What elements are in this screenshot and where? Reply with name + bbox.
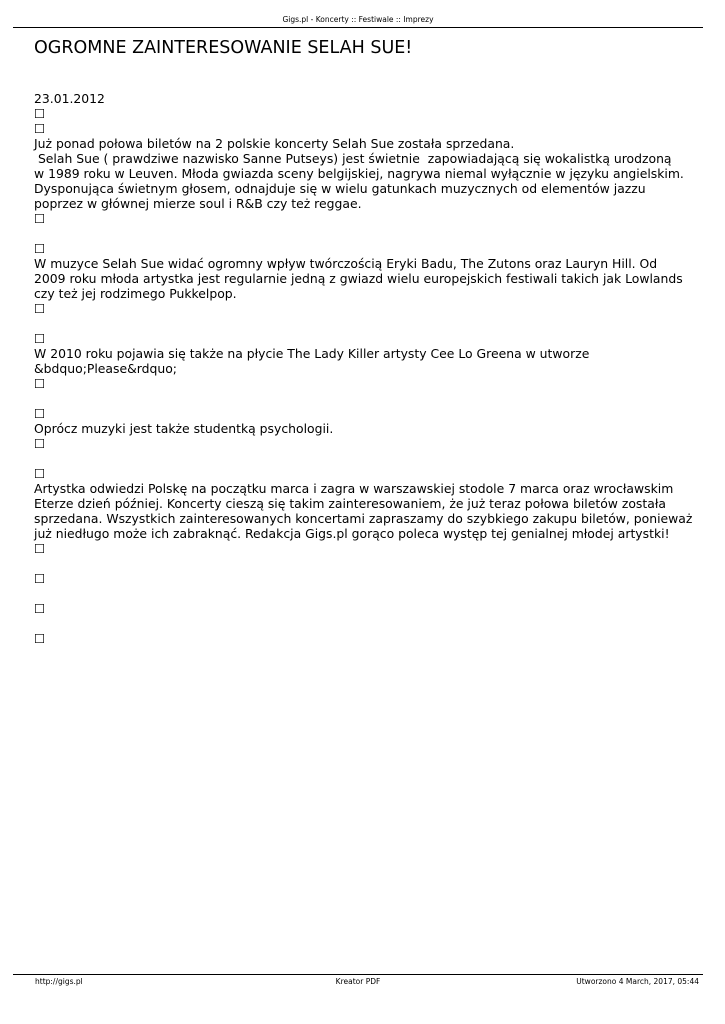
paragraph-influences xyxy=(34,256,694,301)
checkbox-icon: ☐ xyxy=(34,331,46,346)
text-line: w 1989 roku w Leuven. Młoda gwiazda sceny belgijskiej, nagrywa niemal wyłącznie w języku angielskim. xyxy=(34,166,684,181)
text-line: już niedługo może ich zabraknąć. Redakcja Gigs.pl gorąco poleca występ tej genialnej młodej artystki! xyxy=(34,526,670,541)
text-line: czy też jej rodzimego Pukkelpop. xyxy=(34,286,237,301)
text-line: Eterze dzień później. Koncerty cieszą się takim zainteresowaniem, że już teraz połowa biletów została xyxy=(34,496,666,511)
paragraph-lady-killer xyxy=(34,346,694,376)
paragraph-intro xyxy=(34,136,694,211)
article-body xyxy=(34,91,694,646)
checkbox-icon: ☐ xyxy=(34,631,46,646)
spacer xyxy=(34,451,694,466)
text-line: Selah Sue ( prawdziwe nazwisko Sanne Putseys) jest świetnie zapowiadającą się wokalistką urodzoną xyxy=(34,151,672,166)
spacer xyxy=(34,616,694,631)
checkbox-icon: ☐ xyxy=(34,406,46,421)
spacer xyxy=(34,391,694,406)
checkbox-icon: ☐ xyxy=(34,211,46,226)
paragraph-psychology xyxy=(34,421,694,436)
page-header xyxy=(13,15,703,28)
checkbox-icon: ☐ xyxy=(34,106,46,121)
text-line: sprzedana. Wszystkich zainteresowanych koncertami zapraszamy do szybkiego zakupu biletów, ponieważ xyxy=(34,511,693,526)
spacer xyxy=(34,226,694,241)
article-date: 23.01.2012 xyxy=(34,91,105,106)
text-line: Dysponująca świetnym głosem, odnajduje się w wielu gatunkach muzycznych od elementów jazzu xyxy=(34,181,646,196)
footer-generator: Kreator PDF xyxy=(335,977,381,986)
spacer xyxy=(34,316,694,331)
footer-url-link[interactable]: http://gigs.pl xyxy=(35,977,83,986)
checkbox-icon: ☐ xyxy=(34,121,46,136)
checkbox-icon: ☐ xyxy=(34,376,46,391)
article-title: OGROMNE ZAINTERESOWANIE SELAH SUE! xyxy=(34,38,413,58)
checkbox-icon: ☐ xyxy=(34,466,46,481)
text-line: Już ponad połowa biletów na 2 polskie koncerty Selah Sue została sprzedana. xyxy=(34,136,515,151)
text-line: &bdquo;Please&rdquo; xyxy=(34,361,177,376)
spacer xyxy=(34,556,694,571)
text-line: W muzyce Selah Sue widać ogromny wpływ twórczością Eryki Badu, The Zutons oraz Lauryn Hill. Od xyxy=(34,256,658,271)
checkbox-icon: ☐ xyxy=(34,436,46,451)
checkbox-icon: ☐ xyxy=(34,601,46,616)
text-line: poprzez w głównej mierze soul i R&B czy też reggae. xyxy=(34,196,362,211)
text-line: 2009 roku młoda artystka jest regularnie jedną z gwiazd wielu europejskich festiwali takich jak Lowlands xyxy=(34,271,683,286)
text-line: Artystka odwiedzi Polskę na początku marca i zagra w warszawskiej stodole 7 marca oraz wrocławskim xyxy=(34,481,674,496)
text-line: W 2010 roku pojawia się także na płycie The Lady Killer artysty Cee Lo Greena w utworze xyxy=(34,346,590,361)
spacer xyxy=(34,586,694,601)
site-title: Gigs.pl - Koncerty :: Festiwale :: Imprezy xyxy=(282,15,434,24)
checkbox-icon: ☐ xyxy=(34,301,46,316)
paragraph-concerts xyxy=(34,481,694,541)
page-footer xyxy=(13,974,703,987)
checkbox-icon: ☐ xyxy=(34,241,46,256)
footer-created-date: Utworzono 4 March, 2017, 05:44 xyxy=(576,977,699,986)
text-line: Oprócz muzyki jest także studentką psychologii. xyxy=(34,421,334,436)
checkbox-icon: ☐ xyxy=(34,571,46,586)
checkbox-icon: ☐ xyxy=(34,541,46,556)
